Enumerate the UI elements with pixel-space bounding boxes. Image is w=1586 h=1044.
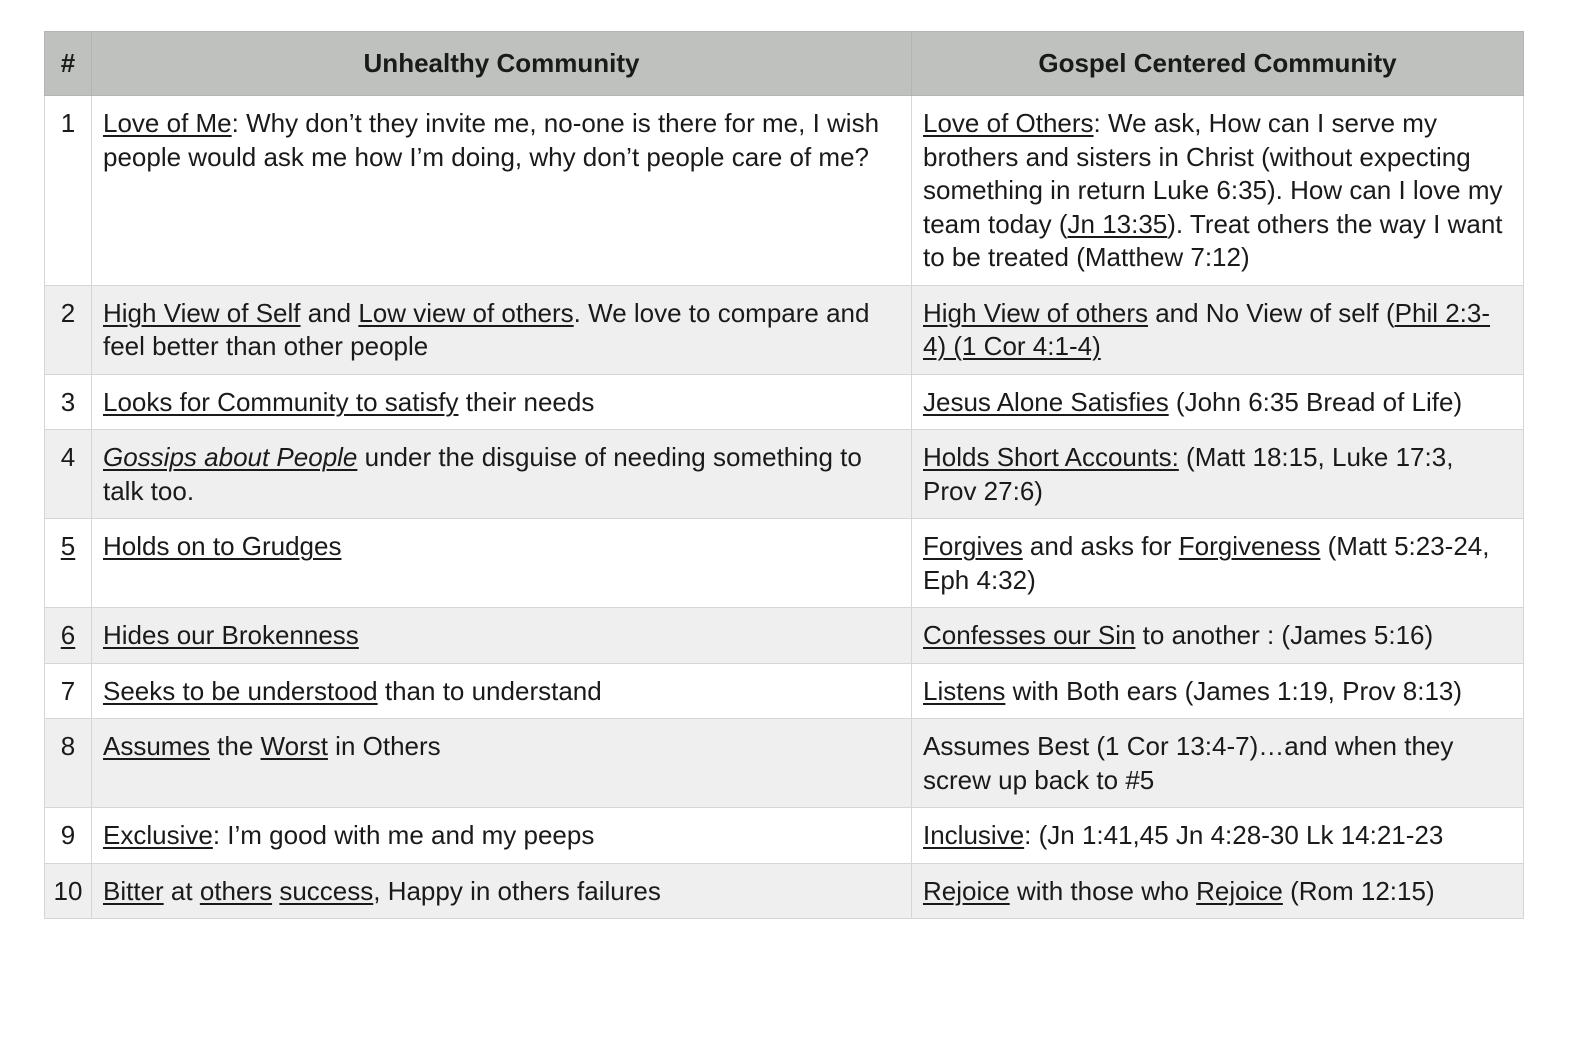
cell-text: : We ask, How can I serve my brothers and sisters in Christ (without expecting something in return Luke 6:35). How can I love my team today ( [923,108,1503,239]
gospel-cell [912,863,1524,919]
unhealthy-cell [92,285,912,374]
table-row [45,863,1524,919]
underlined-text: Looks for Community to satisfy [103,386,459,417]
underlined-text: Bitter [103,875,164,906]
underlined-text: Confesses our Sin [923,620,1136,650]
row-number-label: 8 [60,731,76,761]
row-number-label: 10 [53,875,83,906]
underlined-text: Assumes [103,731,210,761]
cell-text: at [163,875,200,906]
underlined-text: others [199,875,273,906]
underlined-text: Rejoice [1196,875,1283,906]
cell-text: under the disguise of needing something to talk too. [103,442,862,506]
cell-text: : Why don’t they invite me, no-one is there for me, I wish people would ask me how I’m doing, why don’t people care of me? [103,108,880,172]
underlined-text: Jesus Alone Satisfies [923,386,1169,417]
unhealthy-cell [92,719,912,808]
row-number [45,863,92,919]
cell-text: (Matt 5:23-24, Eph 4:32) [923,531,1490,595]
underlined-text: Inclusive [923,820,1025,850]
cell-text: , Happy in others failures [373,875,661,906]
row-number-label: 3 [60,386,76,417]
comparison-table [44,31,1524,919]
gospel-cell [912,430,1524,519]
gospel-cell [912,374,1524,430]
cell-text: ). Treat others the way I want to be treated (Matthew 7:12) [923,208,1503,272]
cell-text: (John 6:35 Bread of Life) [1168,386,1463,417]
gospel-cell [912,285,1524,374]
underlined-text: Love of Others [923,108,1094,138]
row-number [45,519,92,608]
table-row [45,719,1524,808]
row-number-label: 4 [60,442,76,472]
table-row [45,430,1524,519]
gospel-cell [912,663,1524,719]
row-number [45,96,92,286]
cell-text: : I’m good with me and my peeps [212,820,595,850]
row-number-label: 9 [60,820,76,850]
cell-text: (Matt 18:15, Luke 17:3, Prov 27:6) [923,442,1454,506]
gospel-cell [912,519,1524,608]
row-number [45,608,92,664]
underlined-text: success [279,875,374,906]
underlined-text: High View of others [923,297,1148,328]
underlined-text: Holds on to Grudges [103,531,342,561]
gospel-cell [912,808,1524,864]
gospel-cell [912,96,1524,286]
row-number-label: 2 [60,297,76,328]
underlined-text: Rejoice [923,875,1010,906]
cell-text: to another : (James 5:16) [1135,620,1434,650]
cell-text: with those who [1009,875,1197,906]
row-number [45,719,92,808]
underlined-text: High View of Self [103,297,301,328]
underlined-text: Phil 2:3-4) (1 Cor 4:1-4) [923,297,1491,361]
cell-text: and No View of self ( [1147,297,1395,328]
row-number-label: 1 [60,108,76,138]
unhealthy-cell [92,863,912,919]
unhealthy-cell [92,374,912,430]
row-number-label: 5 [60,531,76,561]
unhealthy-cell [92,608,912,664]
row-number [45,663,92,719]
gospel-cell [912,608,1524,664]
underlined-text: Holds Short Accounts: [923,442,1179,472]
row-number-label: 7 [60,675,76,706]
table-row [45,96,1524,286]
underlined-text: Forgives [923,531,1023,561]
cell-text: with Both ears (James 1:19, Prov 8:13) [1005,675,1463,706]
underlined-text: Low view of others [358,297,574,328]
header-row [45,32,1524,96]
cell-text: than to understand [377,675,602,706]
table-row [45,285,1524,374]
table-row [45,808,1524,864]
cell-text: : (Jn 1:41,45 Jn 4:28-30 Lk 14:21-23 [1024,820,1444,850]
unhealthy-cell [92,808,912,864]
table-row [45,663,1524,719]
row-number [45,285,92,374]
row-number [45,430,92,519]
underlined-text: Seeks to be understood [103,675,378,706]
cell-text: Assumes Best (1 Cor 13:4-7)…and when they screw up back to #5 [923,731,1454,795]
row-number [45,374,92,430]
underlined-text: Love of Me [103,108,232,138]
row-number [45,808,92,864]
table-row [45,374,1524,430]
table-row [45,519,1524,608]
underlined-text: Listens [923,675,1006,706]
underlined-text: Worst [260,731,328,761]
table-body [45,96,1524,919]
header-number: # [45,32,92,96]
table-row [45,608,1524,664]
cell-text: (Rom 12:15) [1282,875,1435,906]
cell-text: the [209,731,261,761]
cell-text: in Others [327,731,441,761]
cell-text: their needs [458,386,595,417]
header-gospel-centered-community: Gospel Centered Community [912,32,1524,96]
cell-text: and asks for [1022,531,1179,561]
unhealthy-cell [92,663,912,719]
cell-text: . We love to compare and feel better than other people [103,297,870,361]
underlined-text: Hides our Brokenness [103,620,359,650]
header-unhealthy-community: Unhealthy Community [92,32,912,96]
unhealthy-cell [92,430,912,519]
underlined-text: Forgiveness [1178,531,1321,561]
gospel-cell [912,719,1524,808]
unhealthy-cell [92,96,912,286]
underlined-text: Gossips about People [103,442,358,472]
row-number-label: 6 [60,620,76,650]
underlined-text: Exclusive [103,820,213,850]
underlined-text: Jn 13:35 [1067,208,1168,239]
unhealthy-cell [92,519,912,608]
cell-text: and [300,297,359,328]
